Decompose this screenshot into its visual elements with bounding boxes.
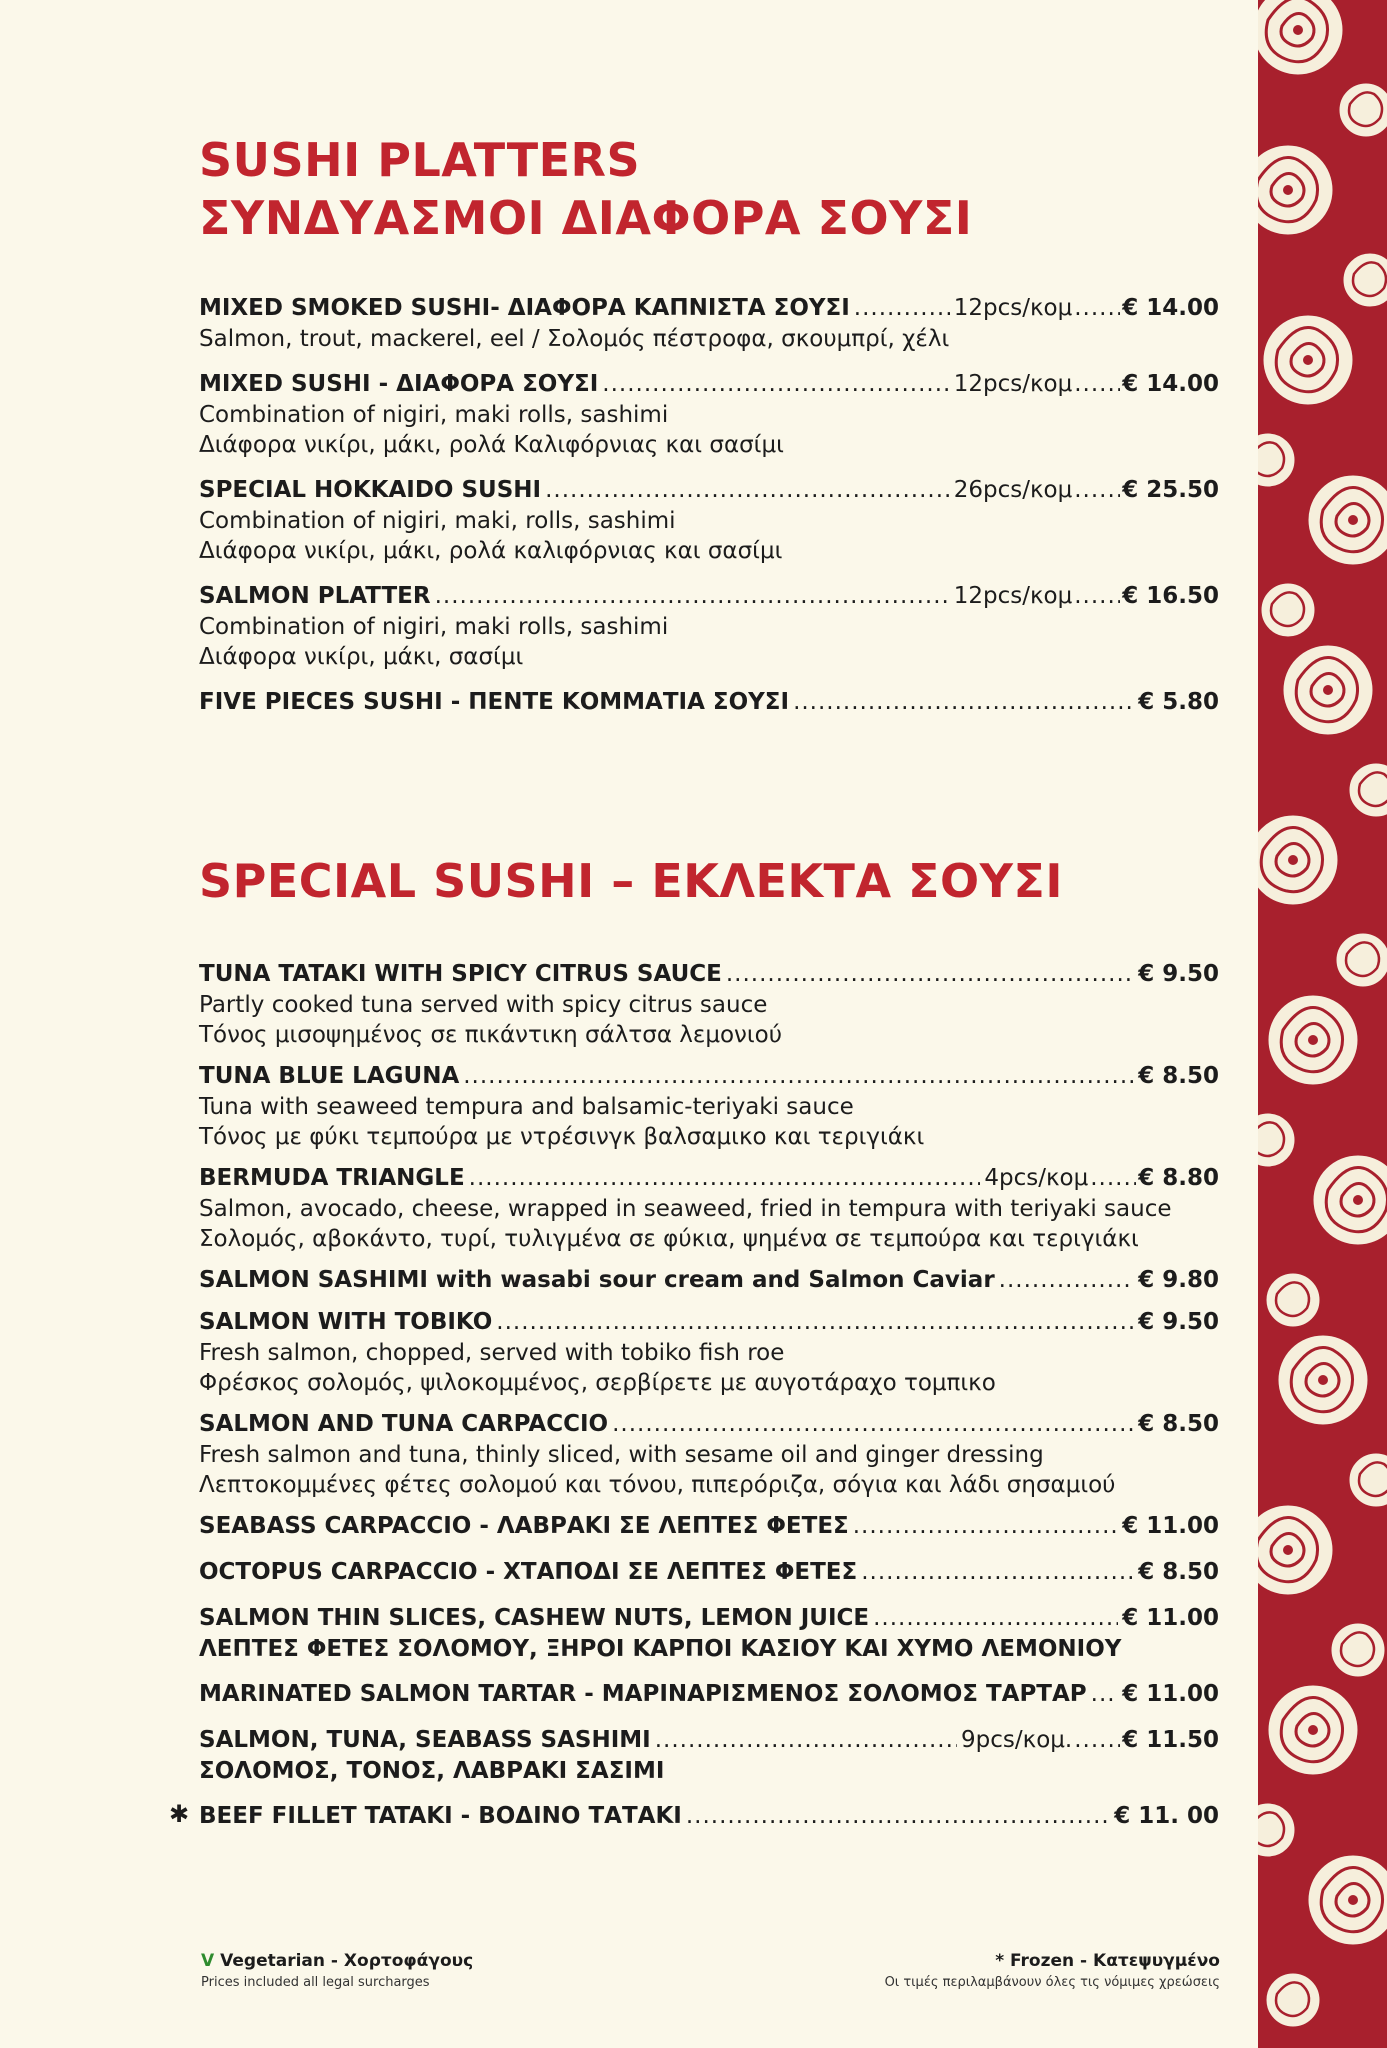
menu-item: [199, 1306, 1219, 1398]
item-price: € 11. 00: [1114, 1803, 1219, 1829]
leader-dots: [1090, 1162, 1136, 1194]
menu-item: [199, 292, 1219, 354]
item-description-greek: Λεπτοκομμένες φέτες σολομού και τόνου, πιπερόριζα, σόγια και λάδι σησαμιού: [199, 1472, 1116, 1498]
item-description: Combination of nigiri, maki, rolls, sashimi: [199, 508, 676, 534]
item-price: € 25.50: [1122, 477, 1219, 503]
item-description-greek: Τόνος με φύκι τεμπούρα με ντρέσινγκ βαλσαμικο και τεριγιάκι: [199, 1124, 925, 1150]
menu-item: [199, 1162, 1219, 1254]
section-title-line: SUSHI PLATTERS: [199, 133, 641, 187]
leader-dots: [1091, 1678, 1119, 1710]
item-name: OCTOPUS CARPACCIO - ΧΤΑΠΟΔΙ ΣΕ ΛΕΠΤΕΣ ΦΕΤΕΣ: [199, 1559, 858, 1585]
menu-list-special-sushi: [169, 958, 1219, 1846]
leader-dots: [463, 1060, 1134, 1092]
item-description: Combination of nigiri, maki rolls, sashimi: [199, 402, 669, 428]
leader-dots: [1074, 474, 1120, 506]
item-description: Salmon, avocado, cheese, wrapped in seaweed, fried in tempura with teriyaki sauce: [199, 1196, 1172, 1222]
menu-item: [199, 1408, 1219, 1500]
item-price: € 11.00: [1122, 1513, 1219, 1539]
menu-item: [199, 580, 1219, 672]
item-pieces: 12pcs/κομ: [953, 371, 1073, 397]
vegetarian-legend: [201, 1949, 473, 1973]
item-name: SALMON PLATTER: [199, 583, 431, 609]
leader-dots: [854, 292, 950, 324]
item-description-greek: ΛΕΠΤΕΣ ΦΕΤΕΣ ΣΟΛΟΜΟΥ, ΞΗΡΟΙ ΚΑΡΠΟΙ ΚΑΣΙΟΥ ΚΑΙ ΧΥΜΟ ΛΕΜΟΝΙΟΥ: [199, 1636, 1122, 1662]
item-name: MIXED SUSHI - ΔΙΑΦΟΡΑ ΣΟΥΣΙ: [199, 371, 599, 397]
prices-note-en: Prices included all legal surcharges: [201, 1975, 430, 1990]
frozen-legend: * Frozen - Κατεψυγμένο: [995, 1951, 1220, 1971]
item-description-greek: Τόνος μισοψημένος σε πικάντικη σάλτσα λεμονιού: [199, 1022, 783, 1048]
footer-left: [201, 1949, 473, 1993]
item-description-greek: Σολομός, αβοκάντο, τυρί, τυλιγμένα σε φύκια, ψημένα σε τεμπούρα και τεριγιάκι: [199, 1226, 1139, 1252]
item-pieces: 9pcs/κομ.: [961, 1727, 1073, 1753]
menu-item: [199, 1060, 1219, 1152]
item-description-greek: Διάφορα νικίρι, μάκι, ρολά Καλιφόρνιας και σασίμι: [199, 432, 784, 458]
item-price: € 9.50: [1138, 1309, 1219, 1335]
item-name: SALMON THIN SLICES, CASHEW NUTS, LEMON JUICE: [199, 1605, 870, 1631]
leader-dots: [496, 1306, 1134, 1338]
item-price: € 8.50: [1138, 1063, 1219, 1089]
item-price: € 11.00: [1122, 1681, 1219, 1707]
section-title-special-sushi: SPECIAL SUSHI – ΕΚΛΕΚΤΑ ΣΟΥΣΙ: [199, 854, 1063, 908]
leader-dots: [612, 1408, 1134, 1440]
item-description: Tuna with seaweed tempura and balsamic-teriyaki sauce: [199, 1094, 854, 1120]
leader-dots: [602, 368, 949, 400]
item-description: Combination of nigiri, maki rolls, sashimi: [199, 614, 669, 640]
prices-note-gr: Οι τιμές περιλαμβάνουν όλες τις νόμιμες χρεώσεις: [884, 1975, 1220, 1990]
item-price: € 8.50: [1138, 1559, 1219, 1585]
item-name: SALMON WITH TOBIKO: [199, 1309, 493, 1335]
footer-right: [885, 1949, 1220, 1993]
section-title-sushi-platters: [199, 131, 972, 247]
item-price: € 5.80: [1138, 689, 1219, 715]
item-price: € 9.50: [1138, 961, 1219, 987]
menu-item: [199, 1510, 1219, 1542]
item-name: SALMON, TUNA, SEABASS SASHIMI: [199, 1727, 651, 1753]
leader-dots: [686, 1800, 1110, 1832]
item-name: TUNA TATAKI WITH SPICY CITRUS SAUCE: [199, 961, 722, 987]
leader-dots: [873, 1602, 1118, 1634]
item-name: MARINATED SALMON TARTAR - ΜΑΡΙΝΑΡΙΣΜΕΝΟΣ ΣΟΛΟΜΟΣ ΤΑΡΤΑΡ: [199, 1681, 1087, 1707]
leader-dots: [861, 1556, 1134, 1588]
item-description: Salmon, trout, mackerel, eel / Σολομός πέστροφα, σκουμπρί, χέλι: [199, 326, 950, 352]
leader-dots: [726, 958, 1134, 990]
leader-dots: [469, 1162, 981, 1194]
item-price: € 11.00: [1122, 1605, 1219, 1631]
item-description: Fresh salmon, chopped, served with tobiko fish roe: [199, 1340, 785, 1366]
menu-item: [199, 368, 1219, 460]
item-name: FIVE PIECES SUSHI - ΠΕΝΤΕ ΚΟΜΜΑΤΙΑ ΣΟΥΣΙ: [199, 689, 790, 715]
menu-item: [199, 1678, 1219, 1710]
item-price: € 8.50: [1138, 1411, 1219, 1437]
item-name: SEABASS CARPACCIO - ΛΑΒΡΑΚΙ ΣΕ ΛΕΠΤΕΣ ΦΕΤΕΣ: [199, 1513, 849, 1539]
menu-item: [199, 1556, 1219, 1588]
item-name: SALMON SASHIMI with wasabi sour cream and Salmon Caviar: [199, 1267, 995, 1293]
leader-dots: [1074, 580, 1120, 612]
item-description-greek: Φρέσκος σολομός, ψιλοκομμένος, σερβίρετε με αυγοτάραχο τομπικο: [199, 1370, 996, 1396]
item-description-greek: Διάφορα νικίρι, μάκι, ρολά καλιφόρνιας και σασίμι: [199, 538, 783, 564]
item-price: € 11.50: [1122, 1727, 1219, 1753]
item-price: € 16.50: [1122, 583, 1219, 609]
item-name: BEEF FILLET TATAKI - ΒΟΔΙΝΟ ΤΑΤΑΚΙ: [199, 1803, 682, 1829]
leader-dots: [545, 474, 950, 506]
item-price: € 8.80: [1138, 1165, 1219, 1191]
item-pieces: 4pcs/κομ: [984, 1165, 1089, 1191]
leader-dots: [1074, 1724, 1120, 1756]
leader-dots: [655, 1724, 957, 1756]
item-price: € 9.80: [1138, 1267, 1219, 1293]
item-description-greek: ΣΟΛΟΜΟΣ, ΤΟΝΟΣ, ΛΑΒΡΑΚΙ ΣΑΣΙΜΙ: [199, 1758, 665, 1784]
item-description-greek: Διάφορα νικίρι, μάκι, σασίμι: [199, 644, 524, 670]
item-price: € 14.00: [1122, 295, 1219, 321]
frozen-star-icon: ✱: [169, 1800, 190, 1828]
item-pieces: 26pcs/κομ: [953, 477, 1073, 503]
item-pieces: 12pcs/κομ: [953, 583, 1073, 609]
menu-item: [199, 1264, 1219, 1296]
menu-item: [199, 686, 1219, 718]
vegetarian-label: Vegetarian - Χορτοφάγους: [220, 1951, 474, 1971]
leader-dots: [853, 1510, 1118, 1542]
menu-list-sushi-platters: [199, 292, 1219, 732]
menu-item: [169, 1800, 1219, 1832]
item-price: € 14.00: [1122, 371, 1219, 397]
item-name: SALMON AND TUNA CARPACCIO: [199, 1411, 609, 1437]
leader-dots: [793, 686, 1134, 718]
leader-dots: [999, 1264, 1135, 1296]
section-title-line: ΣΥΝΔΥΑΣΜΟΙ ΔΙΑΦΟΡΑ ΣΟΥΣΙ: [199, 191, 973, 245]
menu-item: [199, 958, 1219, 1050]
vegetarian-mark: V: [201, 1951, 215, 1971]
item-pieces: 12pcs/κομ: [953, 295, 1073, 321]
leader-dots: [1074, 292, 1120, 324]
flower-pattern-icon: [1258, 0, 1387, 2048]
menu-item: [199, 1724, 1219, 1786]
menu-item: [199, 474, 1219, 566]
item-name: SPECIAL HOKKAIDO SUSHI: [199, 477, 542, 503]
leader-dots: [1074, 368, 1120, 400]
item-description: Fresh salmon and tuna, thinly sliced, with sesame oil and ginger dressing: [199, 1442, 1044, 1468]
item-name: BERMUDA TRIANGLE: [199, 1165, 465, 1191]
item-description: Partly cooked tuna served with spicy citrus sauce: [199, 992, 768, 1018]
item-name: MIXED SMOKED SUSHI- ΔΙΑΦΟΡΑ ΚΑΠΝΙΣΤΑ ΣΟΥΣΙ: [199, 295, 850, 321]
floral-pattern-border: [1258, 0, 1387, 2048]
menu-item: [199, 1602, 1219, 1664]
leader-dots: [435, 580, 950, 612]
item-name: TUNA BLUE LAGUNA: [199, 1063, 460, 1089]
